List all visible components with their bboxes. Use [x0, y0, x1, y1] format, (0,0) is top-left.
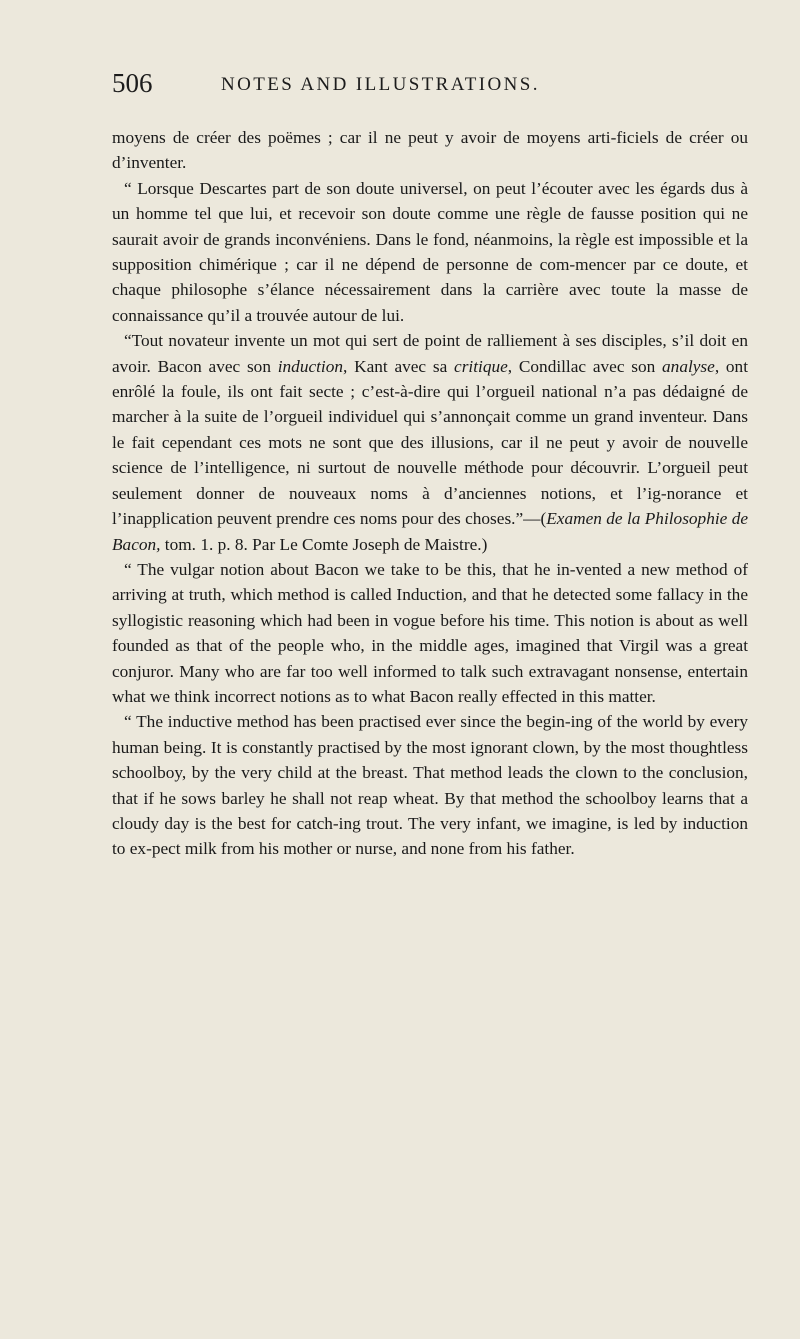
- page-number: 506: [112, 68, 153, 98]
- italic-source-title: Examen de la Philosophie de Bacon,: [112, 509, 749, 554]
- paragraph-1: moyens de créer des poëmes ; car il ne peut y avoir de moyens arti-ficiels de créer ou d’inventer.: [112, 128, 748, 173]
- text-run: tom. 1. p. 8. Par Le Comte Joseph de Maistre.): [160, 534, 488, 554]
- italic-induction: induction: [277, 356, 344, 376]
- text-run: , ont enrôlé la foule, ils ont fait secte ; c’est-à-dire qui l’orgueil national n’a pas dédaigné de marcher à la suite de l’orgueil individuel qui s’annonçait comme un grand inventeur. Dans le fait cependant ces mots ne sont que des illusions, car il ne peut y avoir de nouvelle science de l’intelligence, ni surtout de nouvelle méthode pour découvrir. L’orgueil peut seulement donner de nouveaux noms à d’anciennes notions, et l’ig-norance et l’inapplication peuvent prendre ces noms pour des choses.”—(: [112, 356, 748, 529]
- paragraph-3-novateur-quote: [112, 328, 748, 557]
- text-run: “Tout novateur invente un mot qui sert de point de ralliement à ses disciples, s’il doit en avoir. Bacon avec son: [112, 331, 748, 376]
- paragraph-5-inductive-method: “ The inductive method has been practised ever since the begin-ing of the world by every human being. It is constantly practised by the most ignorant clown, by the most thoughtless schoolboy, by the very child at the breast. That method leads the clown to the conclusion, that if he sows barley he shall not reap wheat. By that method the schoolboy learns that a cloudy day is the best for catch-ing trout. The very infant, we imagine, is led by induction to ex-pect milk from his mother or nurse, and none from his father.: [112, 712, 748, 859]
- italic-analyse: analyse: [662, 356, 715, 376]
- page-header: [112, 68, 762, 108]
- paragraph-2-descartes-quote: “ Lorsque Descartes part de son doute universel, on peut l’écouter avec les égards dus à un homme tel que lui, et recevoir son doute comme une règle de fausse position qui ne saurait avoir de grands inconvéniens. Dans le fond, néanmoins, la règle est impossible et la supposition chimérique ; car il ne dépend de personne de com-mencer par ce doute, et chaque philosophe s’élance nécessairement dans la carrière avec toute la masse de connaissance qu’il a trouvée autour de lui.: [112, 178, 748, 325]
- running-title: NOTES AND ILLUSTRATIONS.: [221, 74, 540, 95]
- body-text: [112, 125, 748, 862]
- text-run: , Kant avec sa: [343, 356, 455, 376]
- italic-critique: critique: [454, 356, 508, 376]
- paragraph-4-vulgar-notion: “ The vulgar notion about Bacon we take to be this, that he in-vented a new method of arriving at truth, which method is called Induction, and that he detected some fallacy in the syllogistic reasoning which had been in vogue before his time. This notion is about as well founded as that of the people who, in the middle ages, imagined that Virgil was a great conjuror. Many who are far too well informed to talk such extravagant nonsense, entertain what we think incorrect notions as to what Bacon really effected in this matter.: [112, 559, 748, 706]
- text-run: , Condillac avec son: [507, 356, 663, 376]
